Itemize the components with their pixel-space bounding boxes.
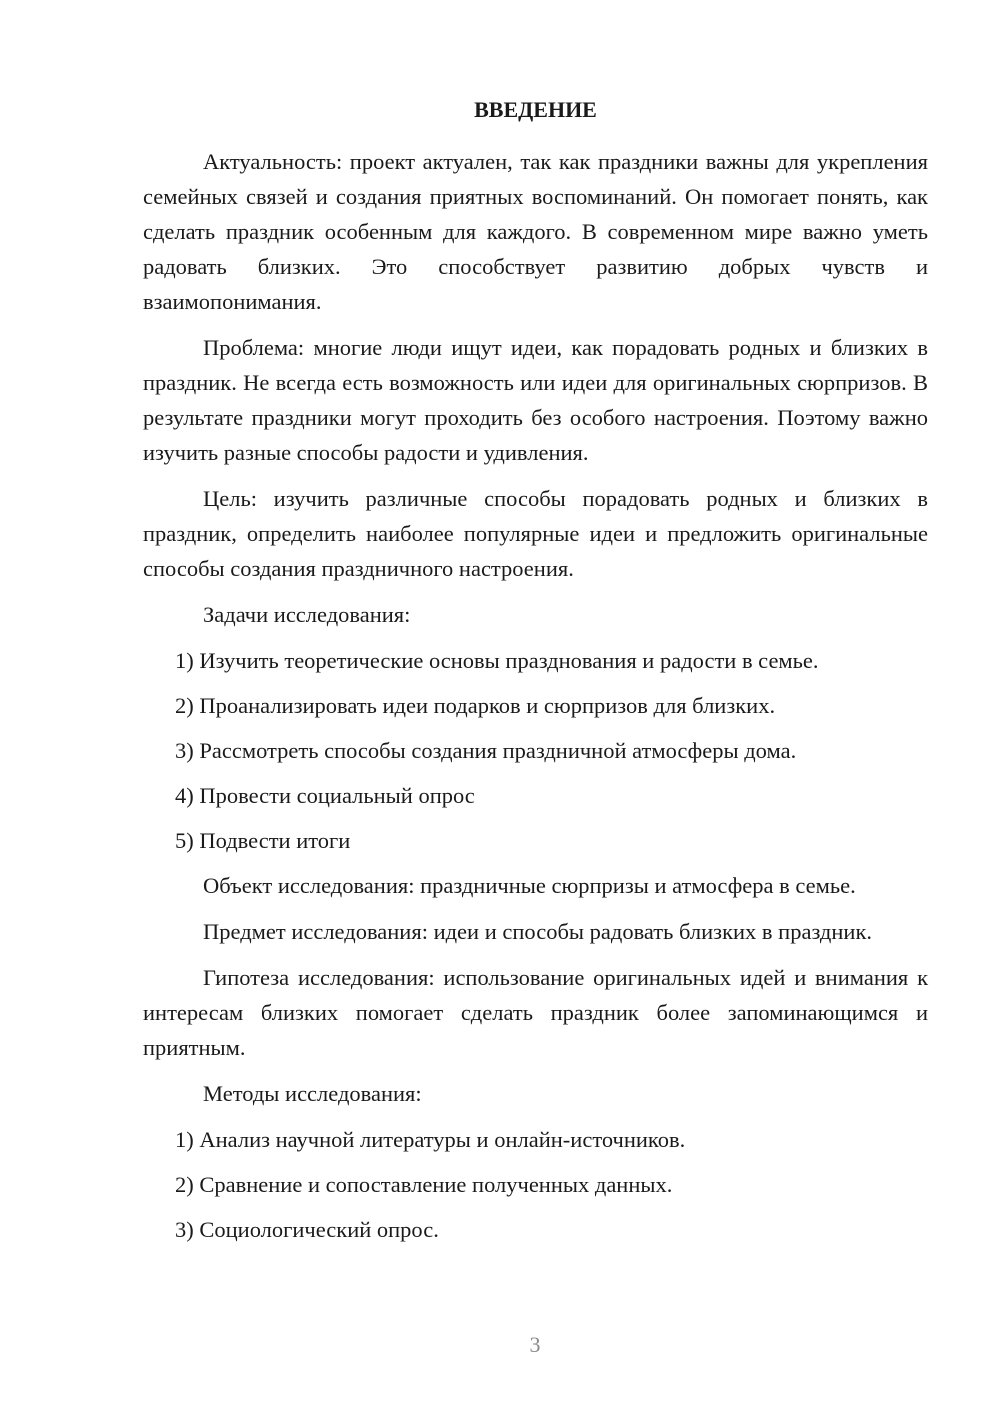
subject-paragraph: Предмет исследования: идеи и способы радовать близких в праздник. (203, 919, 873, 944)
list-item: 3) Социологический опрос. (175, 1217, 439, 1242)
list-item: 1) Изучить теоретические основы празднования и радости в семье. (175, 648, 819, 673)
hypothesis-paragraph: Гипотеза исследования: использование оригинальных идей и внимания к интересам близких помогает сделать праздник более запоминающимся и приятным. (143, 965, 928, 1060)
actuality-paragraph: Актуальность: проект актуален, так как праздники важны для укрепления семейных связей и создания приятных воспоминаний. Он помогает понять, как сделать праздник особенным для каждого. В современном мире важно уметь радовать близких. Это способствует развитию добрых чувств и взаимопонимания. (143, 149, 928, 314)
section-title: ВВЕДЕНИЕ (474, 97, 597, 122)
problem-paragraph: Проблема: многие люди ищут идеи, как порадовать родных и близких в праздник. Не всегда есть возможность или идеи для оригинальных сюрпризов. В результате праздники могут проходить без особого настроения. Поэтому важно изучить разные способы радости и удивления. (143, 335, 928, 465)
methods-label: Методы исследования: (203, 1081, 422, 1106)
document-page (143, 92, 928, 1257)
tasks-list (143, 643, 928, 858)
list-item: 2) Проанализировать идеи подарков и сюрпризов для близких. (175, 693, 776, 718)
methods-list (143, 1122, 928, 1247)
list-item: 2) Сравнение и сопоставление полученных данных. (175, 1172, 673, 1197)
page-number: 3 (529, 1332, 541, 1357)
list-item: 5) Подвести итоги (175, 828, 351, 853)
object-paragraph: Объект исследования: праздничные сюрпризы и атмосфера в семье. (203, 873, 856, 898)
list-item: 4) Провести социальный опрос (175, 783, 475, 808)
tasks-label: Задачи исследования: (203, 602, 411, 627)
list-item: 3) Рассмотреть способы создания праздничной атмосферы дома. (175, 738, 797, 763)
list-item: 1) Анализ научной литературы и онлайн-источников. (175, 1127, 686, 1152)
goal-paragraph: Цель: изучить различные способы порадовать родных и близких в праздник, определить наиболее популярные идеи и предложить оригинальные способы создания праздничного настроения. (143, 486, 928, 581)
